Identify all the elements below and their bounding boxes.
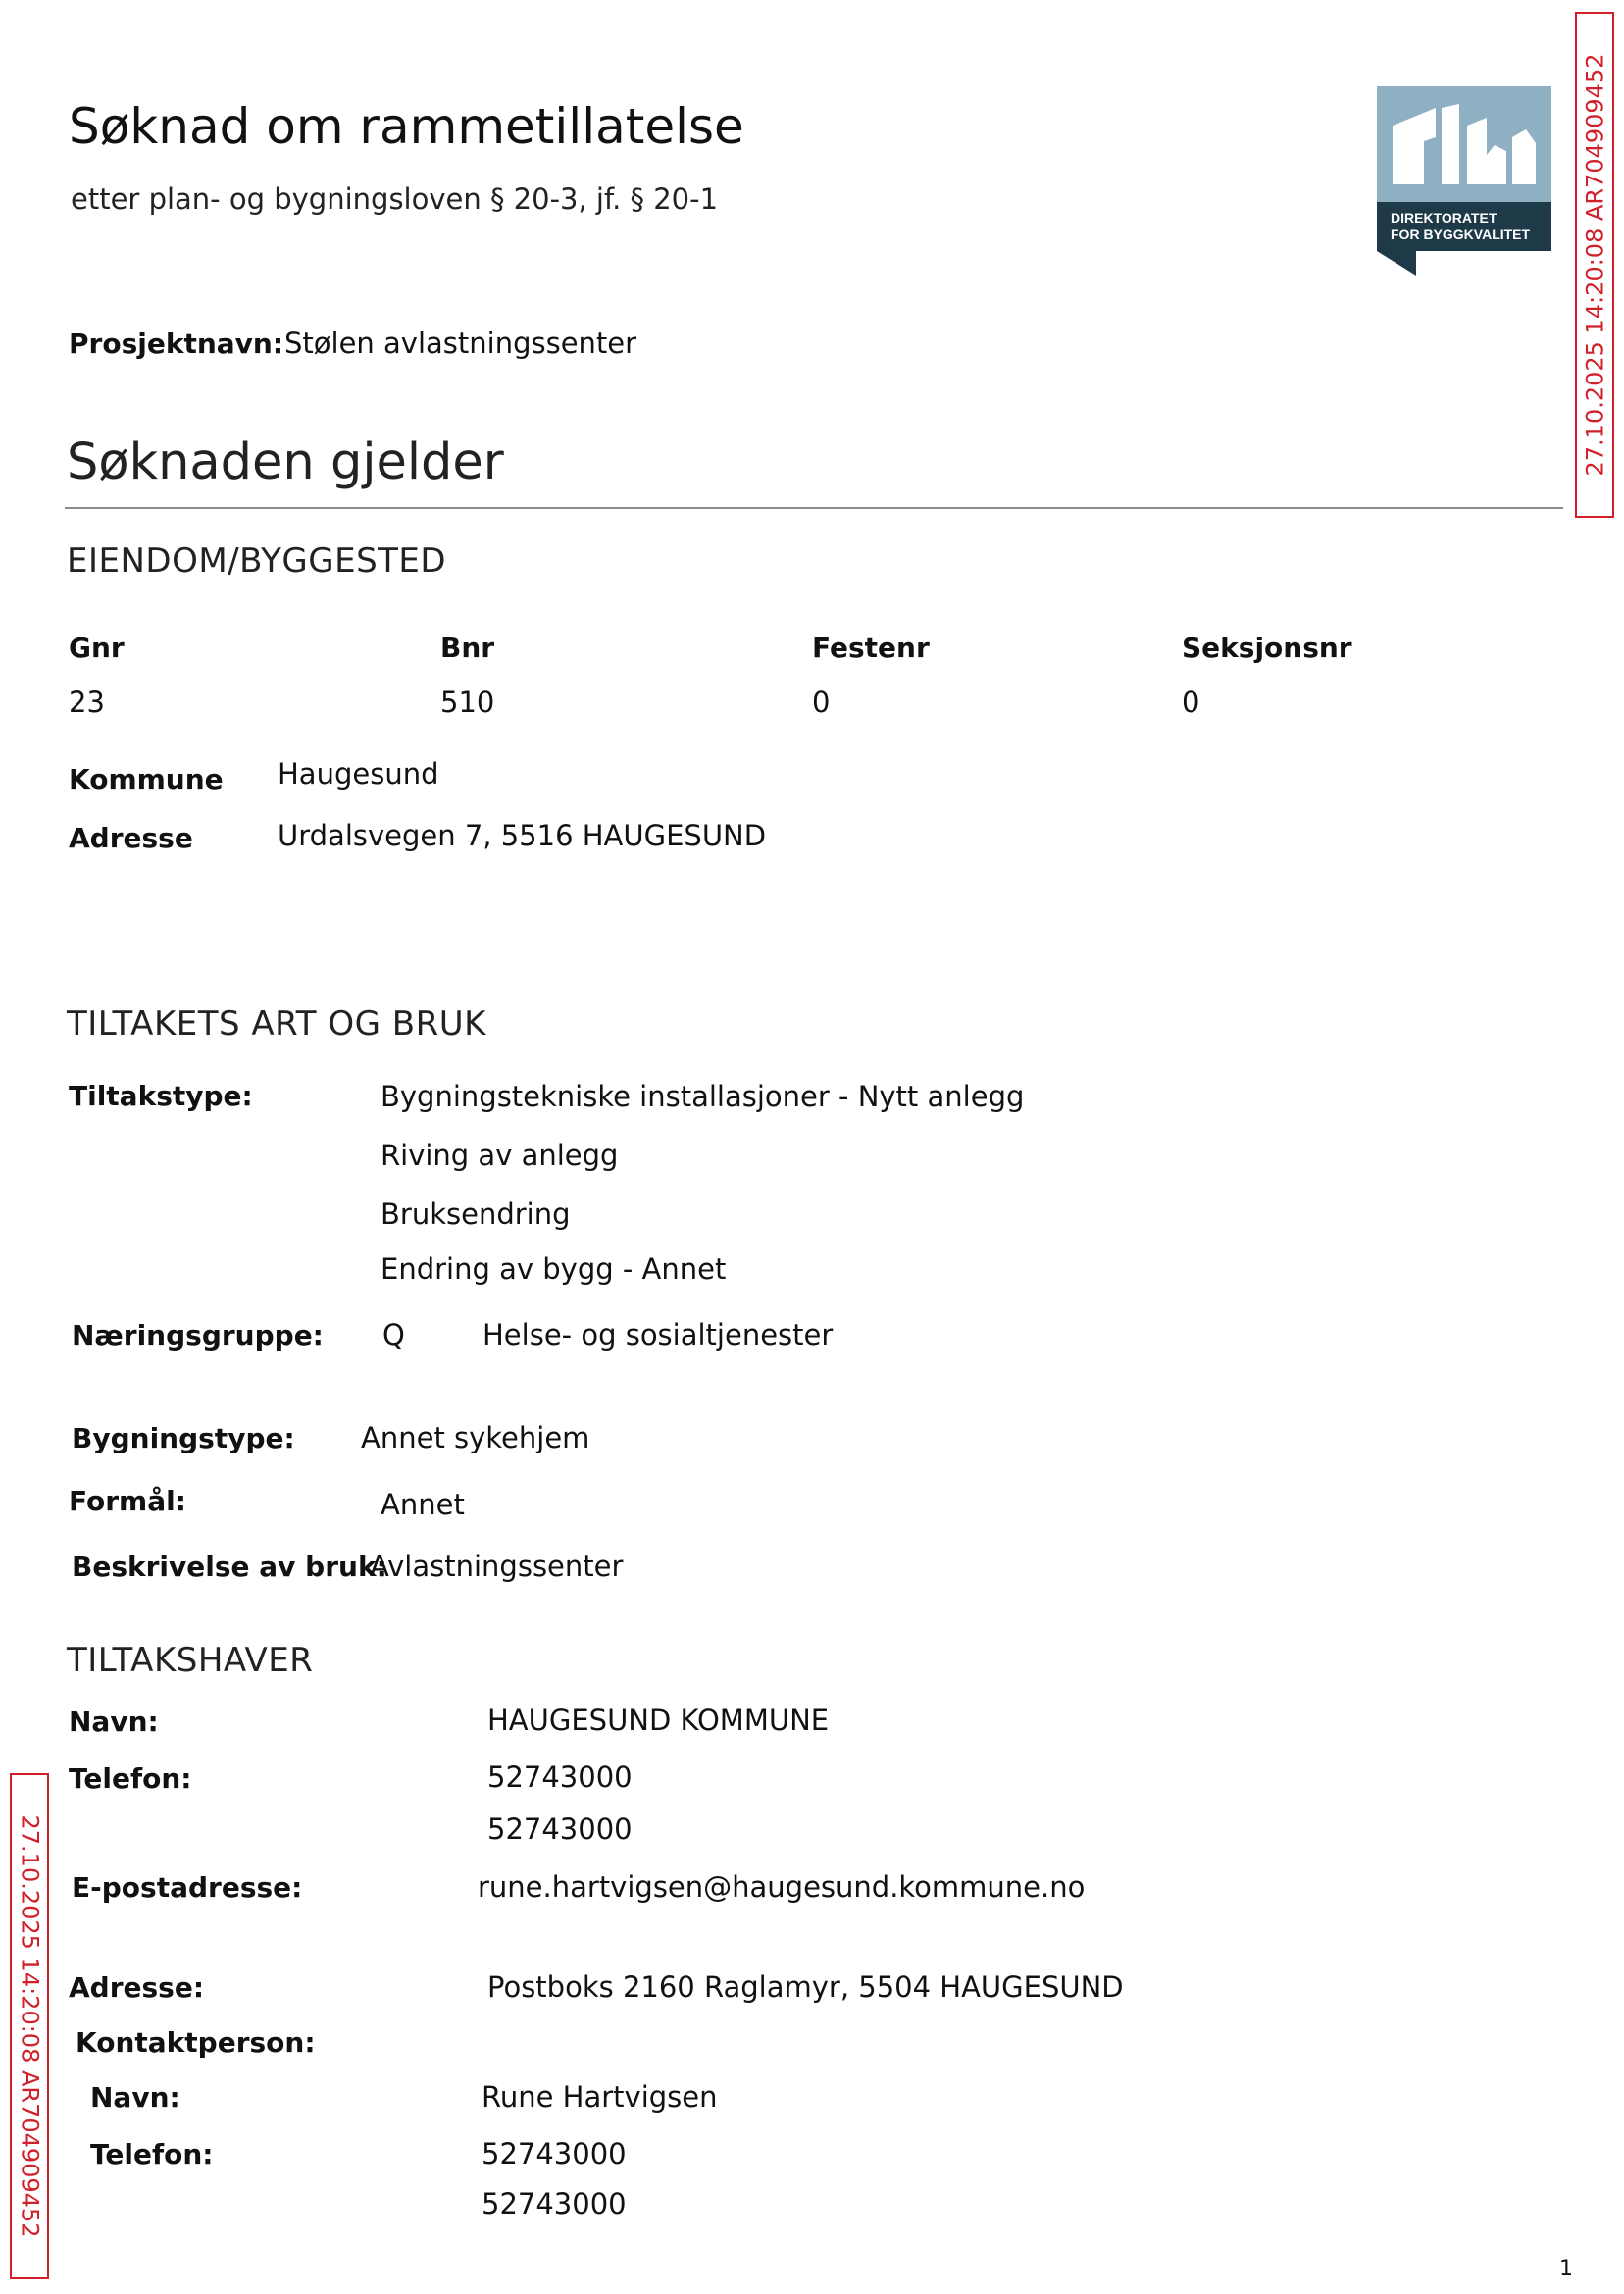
dibk-logo <box>1377 86 1551 276</box>
telefon-label: Telefon: <box>69 1762 192 1795</box>
bygningstype-label: Bygningstype: <box>72 1422 295 1454</box>
kommune-value: Haugesund <box>278 757 439 790</box>
section-heading: Søknaden gjelder <box>67 433 504 491</box>
timestamp-stamp-left <box>10 1773 49 2279</box>
kontakt-telefon-value: 52743000 <box>482 2187 627 2220</box>
formaal-label: Formål: <box>69 1485 186 1517</box>
naeringsgruppe-label: Næringsgruppe: <box>72 1319 324 1351</box>
project-value: Stølen avlastningssenter <box>284 327 637 360</box>
logo-line1: DIREKTORATET <box>1391 210 1497 226</box>
column-header-seksjonsnr: Seksjonsnr <box>1182 632 1352 664</box>
eiendom-heading: EIENDOM/BYGGESTED <box>67 541 447 581</box>
project-label: Prosjektnavn: <box>69 328 284 360</box>
tiltakstype-item: Bygningstekniske installasjoner - Nytt anlegg <box>381 1080 1025 1113</box>
kontakt-navn-label: Navn: <box>90 2081 180 2114</box>
timestamp-stamp-text: 27.10.2025 14:20:08 AR704909452 <box>1581 53 1609 477</box>
naeringsgruppe-code: Q <box>382 1318 405 1351</box>
bnr-value: 510 <box>440 686 495 719</box>
page-subtitle: etter plan- og bygningsloven § 20-3, jf. § 20-1 <box>71 182 719 216</box>
tiltakshaver-adresse-value: Postboks 2160 Raglamyr, 5504 HAUGESUND <box>487 1970 1124 2004</box>
dibk-logo-icon <box>1377 86 1551 276</box>
telefon-value: 52743000 <box>487 1812 633 1846</box>
timestamp-stamp-text: 27.10.2025 14:20:08 AR704909452 <box>16 1814 44 2238</box>
kontakt-telefon-value: 52743000 <box>482 2137 627 2170</box>
adresse-label: Adresse <box>69 822 193 854</box>
festenr-value: 0 <box>812 686 831 719</box>
adresse-value: Urdalsvegen 7, 5516 HAUGESUND <box>278 819 767 852</box>
kommune-label: Kommune <box>69 763 224 795</box>
tiltakshaver-adresse-label: Adresse: <box>69 1971 205 2004</box>
kontakt-telefon-label: Telefon: <box>90 2138 214 2170</box>
kontakt-navn-value: Rune Hartvigsen <box>482 2080 718 2114</box>
beskrivelse-value: Avlastningssenter <box>370 1550 624 1583</box>
formaal-value: Annet <box>381 1488 465 1521</box>
naeringsgruppe-value: Helse- og sosialtjenester <box>482 1318 834 1351</box>
gnr-value: 23 <box>69 686 105 719</box>
navn-value: HAUGESUND KOMMUNE <box>487 1704 830 1737</box>
bygningstype-value: Annet sykehjem <box>361 1421 590 1454</box>
beskrivelse-label: Beskrivelse av bruk: <box>72 1551 387 1583</box>
tiltakstype-item: Bruksendring <box>381 1198 571 1231</box>
section-divider <box>65 507 1563 509</box>
telefon-value: 52743000 <box>487 1760 633 1794</box>
logo-line2: FOR BYGGKVALITET <box>1391 227 1531 242</box>
tiltakstype-item: Endring av bygg - Annet <box>381 1252 727 1286</box>
kontaktperson-label: Kontaktperson: <box>76 2026 316 2059</box>
column-header-gnr: Gnr <box>69 632 125 664</box>
column-header-festenr: Festenr <box>812 632 930 664</box>
epost-value: rune.hartvigsen@haugesund.kommune.no <box>478 1870 1086 1904</box>
tiltak-heading: TILTAKETS ART OG BRUK <box>67 1004 486 1044</box>
tiltakstype-label: Tiltakstype: <box>69 1080 253 1112</box>
page-number: 1 <box>1559 2257 1573 2281</box>
epost-label: E-postadresse: <box>72 1871 303 1904</box>
tiltakstype-item: Riving av anlegg <box>381 1139 619 1172</box>
navn-label: Navn: <box>69 1706 159 1738</box>
seksjonsnr-value: 0 <box>1182 686 1200 719</box>
timestamp-stamp-top <box>1575 12 1614 518</box>
column-header-bnr: Bnr <box>440 632 495 664</box>
page-title: Søknad om rammetillatelse <box>69 98 744 155</box>
tiltakshaver-heading: TILTAKSHAVER <box>67 1641 314 1680</box>
